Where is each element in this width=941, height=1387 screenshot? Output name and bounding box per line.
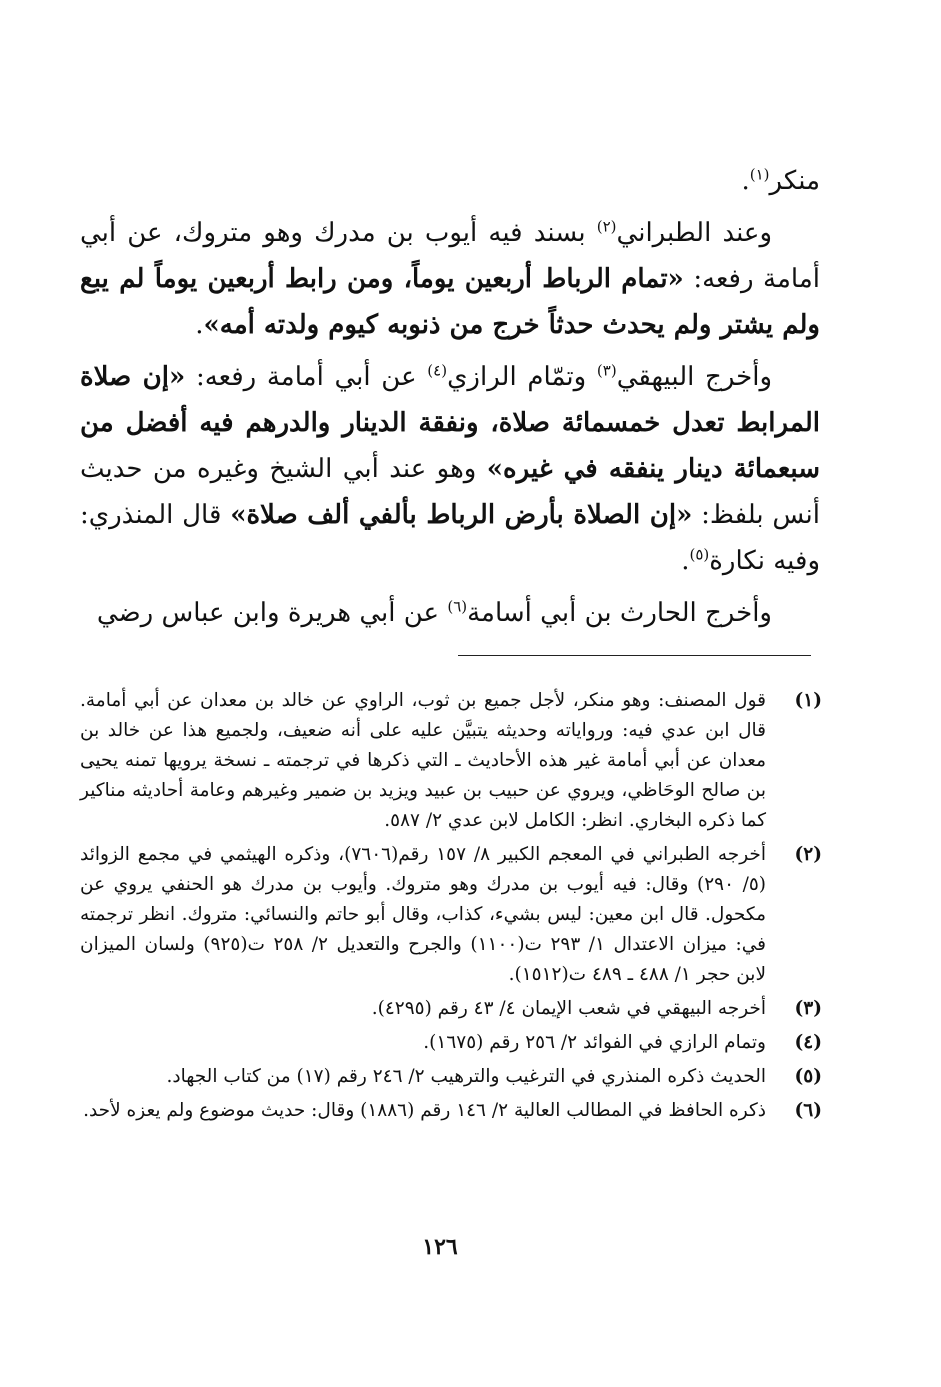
footnote-number: (٣) (794, 998, 822, 1019)
footnote-4 (80, 1028, 822, 1058)
footnote-number: (١) (794, 690, 822, 711)
footnote-number: (٥) (794, 1066, 822, 1087)
footnote-text: قول المصنف: وهو منكر، لأجل جميع بن ثوب، الراوي عن خالد بن معدان عن أبي أمامة. قال ابن عدي فيه: ورواياته وحديثه يتبيَّن عليه على أنه ضعيف، ولجميع هذا عن خالد بن معدان عن أبي أمامة غير هذه الأحاديث ـ التي ذكرها في ترجمته ـ نسخة يرويها تمنه يحيى بن صالح الوحَاظي، ويروي عن حبيب بن عبيد ويزيد بن ضمير وغيرهم وعامة أحاديثه مناكير كما ذكره البخاري. انظر: الكامل لابن عدي ٢/ ٥٨٧. (80, 690, 766, 831)
paragraph-3-lead: وأخرج البيهقي (616, 362, 773, 392)
footnote-ref-2: (٢) (596, 217, 617, 236)
main-text-block (80, 158, 820, 642)
paragraph-1 (80, 158, 820, 204)
paragraph-4-text: عن أبي هريرة وابن عباس رضي (96, 598, 448, 628)
paragraph-4-lead: وأخرج الحارث بن أبي أسامة (467, 598, 772, 628)
footnote-ref-1: (١) (749, 165, 770, 184)
paragraph-3-end: . (681, 546, 690, 576)
paragraph-1-end: . (741, 166, 750, 196)
paragraph-3-text-b: وتمّام الرازي (447, 362, 597, 392)
paragraph-2-lead: وعند الطبراني (616, 218, 773, 248)
footnote-text: ذكره الحافظ في المطالب العالية ٢/ ١٤٦ رقم (١٨٨٦) وقال: حديث موضوع ولم يعزه لأحد. (83, 1100, 766, 1121)
footnote-text: الحديث ذكره المنذري في الترغيب والترهيب ٢/ ٢٤٦ رقم (١٧) من كتاب الجهاد. (166, 1066, 766, 1087)
hadith-quote-1: «تمام الرباط أربعين يوماً، ومن رابط أربعين يوماً لم يبع ولم يشتر ولم يحدث حدثاً خرج من ذنوبه كيوم ولدته أمه» (80, 264, 820, 340)
hadith-quote-3: «إن الصلاة بأرض الرباط بألفي ألف صلاة» (230, 500, 693, 530)
footnote-ref-6: (٦) (447, 597, 468, 616)
page-number: ١٢٦ (422, 1234, 458, 1260)
paragraph-3-text-d: وهو عند أبي الشيخ وغيره من حديث أنس بلفظ: (80, 454, 820, 530)
hadith-quote-2: «إن صلاة المرابط تعدل خمسمائة صلاة، ونفقة الدينار والدرهم فيه أفضل من سبعمائة دينار ينفقه في غيره» (80, 362, 821, 484)
footnote-text: أخرجه الطبراني في المعجم الكبير ٨/ ١٥٧ رقم(٧٦٠٦)، وذكره الهيثمي في مجمع الزوائد (٥/ ٢٩٠) وقال: فيه أيوب بن مدرك وهو متروك. وأيوب بن مدرك هو الحنفي يروي عن مكحول. قال ابن معين: ليس بشيء، كذاب، وقال أبو حاتم والنسائي: متروك. انظر ترجمته في: ميزان الاعتدال ١/ ٢٩٣ ت(١١٠٠) والجرح والتعديل ٢/ ٢٥٨ ت(٩٢٥) ولسان الميزان لابن حجر ١/ ٤٨٨ ـ ٤٨٩ ت(١٥١٢). (80, 844, 767, 985)
footnote-2 (80, 840, 822, 990)
footnote-number: (٢) (794, 844, 822, 865)
footnote-separator (458, 655, 811, 656)
paragraph-3 (80, 354, 820, 584)
footnote-text: وتمام الرازي في الفوائد ٢/ ٢٥٦ رقم (١٦٧٥). (423, 1032, 766, 1053)
footnote-3 (80, 994, 822, 1024)
paragraph-2-end: . (195, 310, 204, 340)
paragraph-2 (80, 210, 820, 348)
footnote-5 (80, 1062, 822, 1092)
footnote-number: (٤) (794, 1032, 822, 1053)
footnote-text: أخرجه البيهقي في شعب الإيمان ٤/ ٤٣ رقم (٤٢٩٥). (371, 998, 766, 1019)
footnotes-block (80, 686, 822, 1130)
footnote-1 (80, 686, 822, 836)
paragraph-2-text: بسند فيه أيوب بن مدرك وهو متروك، عن أبي أمامة رفعه: (80, 218, 820, 294)
footnote-6 (80, 1096, 822, 1126)
paragraph-3-text-e: قال المنذري: وفيه نكارة (80, 500, 820, 576)
footnote-ref-5: (٥) (689, 545, 710, 564)
paragraph-4 (80, 590, 820, 636)
footnote-number: (٦) (794, 1100, 822, 1121)
footnote-ref-4: (٤) (427, 361, 448, 380)
paragraph-3-text-c: عن أبي أمامة رفعه: (185, 362, 428, 392)
paragraph-1-text: منكر (769, 166, 820, 196)
footnote-ref-3: (٣) (596, 361, 617, 380)
